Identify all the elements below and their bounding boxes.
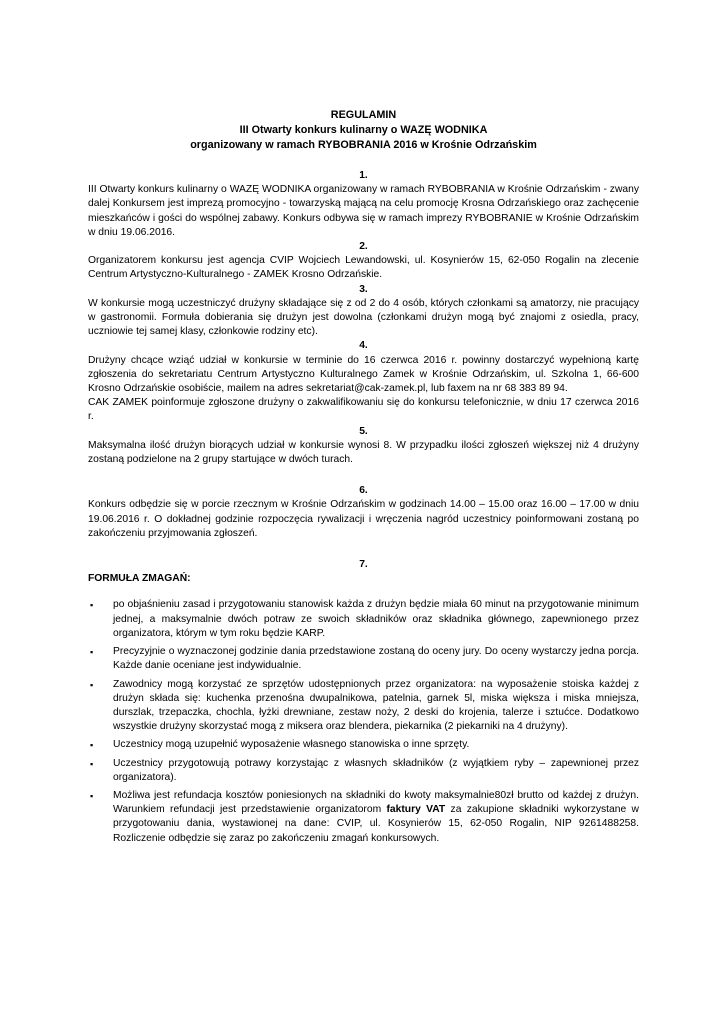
section-text-3: W konkursie mogą uczestniczyć drużyny składające się z od 2 do 4 osób, których członkami są amatorzy, nie pracujący w gastronomii. Formuła dobierania się drużyn jest dowolna (członkami drużyn mogą być znajomi z osiedla, pracy, uczniowie tej samej klasy, członkowie rodziny etc).: [88, 297, 639, 338]
list-item: [88, 598, 639, 641]
section-number-1: 1.: [359, 170, 368, 181]
list-item: [88, 738, 639, 752]
document-content: [88, 108, 639, 850]
section-text-2: Organizatorem konkursu jest agencja CVIP Wojciech Lewandowski, ul. Kosynierów 15, 62-050 Rogalin na zlecenie Centrum Artystyczno-Kulturalnego - ZAMEK Krosno Odrzańskie.: [88, 255, 639, 281]
document-title: [88, 108, 639, 153]
section-number-6: 6.: [359, 485, 368, 497]
list-item-text: Uczestnicy przygotowują potrawy korzystając z własnych składników (z wyjątkiem ryby – zapewnionej przez organizatora).: [113, 757, 639, 783]
list-item-text-post: za zakupione składniki wykorzystane w przygotowaniu dania, wystawionej na dane: CVIP, ul. Kosynierów 15, 62-050 Rogalin, NIP 9261488258. Rozliczenie odbędzie się zaraz po zakończeniu zmagań konkursowych.: [113, 804, 639, 844]
square-bullet-icon: ▪: [90, 758, 94, 769]
section-number-7: 7.: [359, 559, 368, 571]
section-text-4b: CAK ZAMEK poinformuje zgłoszone drużyny o zakwalifikowaniu się do konkursu telefonicznie, w dniu 17 czerwca 2016 r.: [88, 397, 639, 423]
square-bullet-icon: ▪: [90, 740, 94, 751]
list-item-text-pre: Możliwa jest refundacja kosztów poniesionych na składniki do kwoty maksymalnie80zł brutto od każdej z drużyn. Warunkiem refundacji jest przedstawienie organizatorom: [113, 789, 639, 816]
list-item-text: Zawodnicy mogą korzystać ze sprzętów udostępnionych przez organizatora: na wyposażenie stoiska każdej z drużyn składa się: kuchenka przenośna dwupalnikowa, patelnia, garnek 5l, miska większa i miska mniejsza, durszlak, trzepaczka, chochla, łyżki drewniane, zestaw noży, 2 deski do krojenia, talerze i sztućce. Dodatkowo wszystkie drużyny skorzystać mogą z miksera oraz blendera, piekarnika (2 piekarniki na 4 drużyny).: [113, 678, 639, 733]
title-line-3: organizowany w ramach RYBOBRANIA 2016 w Krośnie Odrzańskim: [190, 139, 537, 151]
square-bullet-icon: ▪: [90, 679, 94, 690]
section-number-4: 4.: [359, 340, 368, 352]
section-number-2: 2.: [359, 241, 368, 253]
square-bullet-icon: ▪: [90, 647, 94, 658]
list-item: [88, 757, 639, 785]
section-number-5: 5.: [359, 425, 368, 437]
section-text-1: III Otwarty konkurs kulinarny o WAZĘ WODNIKA organizowany w ramach RYBOBRANIA w Krośnie Odrzańskim - zwany dalej Konkursem jest imprezą promocyjno - towarzyską mającą na celu promocję Krosna Odrzańskiego oraz zachęcenie mieszkańców i gości do wspólnej zabawy. Konkurs odbywa się w ramach imprezy RYBOBRANIE w Krośnie Odrzańskim w dniu 19.06.2016.: [88, 184, 639, 238]
square-bullet-icon: ▪: [90, 790, 94, 801]
list-item-text: po objaśnieniu zasad i przygotowaniu stanowisk każda z drużyn będzie miała 60 minut na przygotowanie minimum jednej, a maksymalnie dwóch potraw ze swoich składników oraz składnika głównego, zapewnionego przez organizatora, którym w tym roku będzie KARP.: [113, 599, 639, 639]
rules-list: [88, 598, 639, 845]
title-line-2: III Otwarty konkurs kulinarny o WAZĘ WODNIKA: [239, 124, 488, 136]
section-text-4: Drużyny chcące wziąć udział w konkursie w terminie do 16 czerwca 2016 r. powinny dostarczyć wypełnioną kartę zgłoszenia do sekretariatu Centrum Artystyczno Kulturalnego Zamek w Krośnie Odrzańskim, ul. Szkolna 1, 66-600 Krosno Odrzańskie osobiście, mailem na adres sekretariat@cak-zamek.pl, lub faxem na nr 68 383 89 94.: [88, 354, 639, 395]
list-item: [88, 645, 639, 673]
list-item-text: Precyzyjnie o wyznaczonej godzinie dania przedstawione zostaną do oceny jury. Do oceny wystarczy jedna porcja. Każde danie oceniane jest indywidualnie.: [113, 646, 639, 672]
square-bullet-icon: ▪: [90, 600, 94, 611]
section-number-3: 3.: [359, 283, 368, 295]
section-heading-7: FORMUŁA ZMAGAŃ:: [88, 573, 191, 585]
list-item: [88, 789, 639, 846]
list-item: [88, 678, 639, 735]
title-line-1: REGULAMIN: [330, 109, 397, 121]
section-text-5: Maksymalna ilość drużyn biorących udział w konkursie wynosi 8. W przypadku ilości zgłoszeń większej niż 4 drużyny zostaną podzielone na 2 grupy startujące w dwóch turach.: [88, 439, 639, 466]
list-item-text-bold: faktury VAT: [386, 804, 446, 816]
section-text-6: Konkurs odbędzie się w porcie rzecznym w Krośnie Odrzańskim w godzinach 14.00 – 15.00 oraz 16.00 – 17.00 w dniu 19.06.2016 r. O dokładnej godzinie rozpoczęcia rywalizacji i wręczenia nagród uczestnicy poinformowani zostaną po zakończeniu przyjmowania zgłoszeń.: [88, 499, 639, 539]
list-item-text: Uczestnicy mogą uzupełnić wyposażenie własnego stanowiska o inne sprzęty.: [113, 739, 470, 751]
